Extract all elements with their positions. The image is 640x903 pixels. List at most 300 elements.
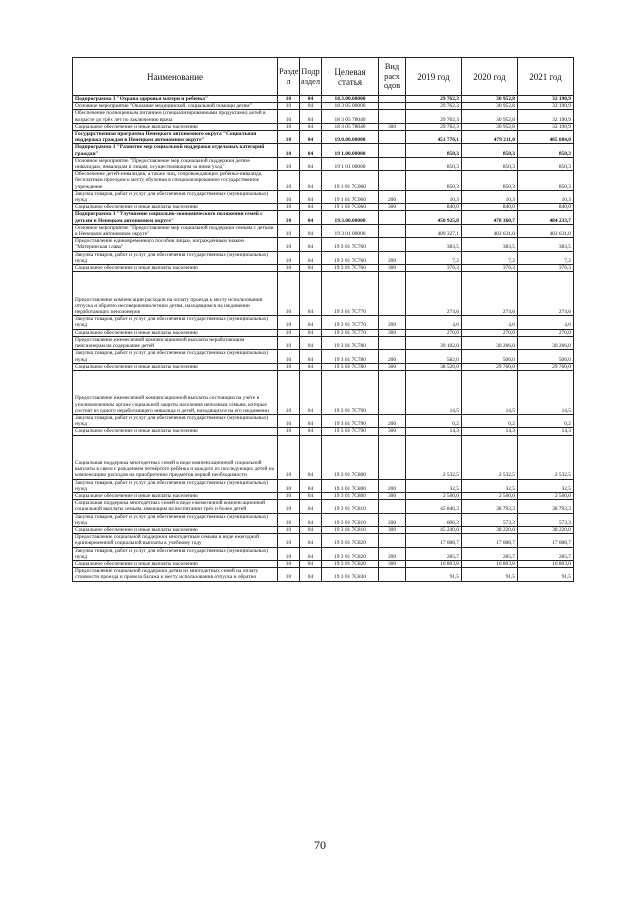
row-target-article: 19 3 01 7С810: [322, 500, 379, 513]
row-value-2021: 91,5: [518, 568, 574, 581]
row-value-2020: 32,5: [462, 479, 518, 492]
row-name: Предоставление ежемесячной компенсационной выплаты неработающим пенсионерам на содержание детей: [73, 336, 278, 349]
row-podrazdel: 04: [300, 171, 322, 191]
row-value-2021: 0,2: [518, 414, 574, 427]
row-value-2019: 29 762,3: [406, 96, 462, 103]
row-razdel: 10: [278, 350, 300, 363]
row-razdel: 10: [278, 251, 300, 264]
row-target-article: 19 3 01 7С780: [322, 336, 379, 349]
row-razdel: 10: [278, 414, 300, 427]
row-value-2021: 4,6: [518, 316, 574, 329]
row-name: Обеспечение полноценным питанием (специализированными продуктами) детей в возрасте до трёх лет по заключению врача: [73, 110, 278, 123]
row-target-article: 19 3 01 7С760: [322, 265, 379, 272]
row-expense-type: [379, 534, 406, 547]
table-row: [73, 251, 574, 264]
row-value-2019: 14,5: [406, 370, 462, 414]
table-row: [73, 272, 574, 316]
table-row: [73, 428, 574, 435]
row-name: Закупка товаров, работ и услуг для обеспечения государственных (муниципальных) нужд: [73, 251, 278, 264]
row-name: Социальная поддержка многодетных семей в виде ежемесячной компенсационной социальной выплаты семьям, имеющим на воспитании трёх и более детей: [73, 500, 278, 513]
row-value-2021: 32 190,9: [518, 103, 574, 110]
table-row: [73, 144, 574, 157]
row-expense-type: 200: [379, 350, 406, 363]
row-value-2021: 383,5: [518, 238, 574, 251]
row-name: Социальное обеспечение и иные выплаты населению: [73, 526, 278, 533]
row-razdel: 10: [278, 568, 300, 581]
row-value-2019: 29 762,3: [406, 110, 462, 123]
row-expense-type: 200: [379, 316, 406, 329]
row-value-2021: 484 233,7: [518, 211, 574, 224]
table-row: [73, 329, 574, 336]
row-value-2019: 274,6: [406, 272, 462, 316]
row-target-article: 19 3 01 7С770: [322, 329, 379, 336]
table-row: [73, 265, 574, 272]
table-row: [73, 224, 574, 237]
row-expense-type: 300: [379, 123, 406, 130]
row-value-2021: 29 760,0: [518, 363, 574, 370]
row-value-2021: 850,3: [518, 171, 574, 191]
table-row: [73, 534, 574, 547]
row-value-2021: 32,5: [518, 479, 574, 492]
row-target-article: 19 3 01 7С830: [322, 568, 379, 581]
row-name: Социальное обеспечение и иные выплаты населению: [73, 492, 278, 499]
row-value-2019: 7,2: [406, 251, 462, 264]
row-target-article: 18 3 05 78040: [322, 123, 379, 130]
row-podrazdel: 04: [300, 526, 322, 533]
row-value-2021: 850,3: [518, 144, 574, 157]
table-row: [73, 316, 574, 329]
row-name: Подпрограмма 3 "Охрана здоровья матери и ребенка": [73, 96, 278, 103]
row-razdel: 10: [278, 123, 300, 130]
row-podrazdel: 04: [300, 534, 322, 547]
row-target-article: 19 3 01 7С820: [322, 560, 379, 567]
row-razdel: 10: [278, 492, 300, 499]
row-name: Основное мероприятие "Оказание медицинской, социальной помощи детям": [73, 103, 278, 110]
row-razdel: 10: [278, 547, 300, 560]
row-expense-type: [379, 157, 406, 170]
header-podrazdel: Подр аздел: [300, 58, 322, 96]
row-target-article: 19 3 01 7С800: [322, 435, 379, 479]
row-razdel: 10: [278, 157, 300, 170]
row-expense-type: [379, 144, 406, 157]
row-value-2020: 573,3: [462, 513, 518, 526]
row-value-2020: 17 088,7: [462, 534, 518, 547]
row-value-2021: 2 532,5: [518, 435, 574, 479]
row-expense-type: [379, 238, 406, 251]
row-value-2021: 32 190,9: [518, 110, 574, 123]
row-value-2019: 450 925,8: [406, 211, 462, 224]
row-podrazdel: 04: [300, 110, 322, 123]
row-value-2020: 0,2: [462, 414, 518, 427]
row-name: Государственная программа Ненецкого автономного округа "Социальная поддержка граждан в Ненецком автономном округе": [73, 131, 278, 144]
row-target-article: 19 3 01 7С820: [322, 547, 379, 560]
row-value-2020: 16 803,0: [462, 560, 518, 567]
row-target-article: 19 3 01 7С780: [322, 350, 379, 363]
row-value-2020: 285,7: [462, 547, 518, 560]
row-value-2021: 2 500,0: [518, 492, 574, 499]
row-value-2021: 32 190,9: [518, 96, 574, 103]
table-row: [73, 414, 574, 427]
row-podrazdel: 04: [300, 144, 322, 157]
row-value-2020: 30 952,8: [462, 103, 518, 110]
row-podrazdel: 04: [300, 435, 322, 479]
table-row: [73, 547, 574, 560]
row-value-2020: 38 793,3: [462, 500, 518, 513]
row-value-2021: 573,3: [518, 513, 574, 526]
row-target-article: 19 3 01 7С770: [322, 272, 379, 316]
row-expense-type: 300: [379, 560, 406, 567]
row-podrazdel: 04: [300, 428, 322, 435]
row-target-article: 19 3 01 7С780: [322, 363, 379, 370]
row-value-2019: 16 803,0: [406, 560, 462, 567]
row-name: Подпрограмма 3 "Улучшение социально-экономического положения семей с детьми в Ненецком автономном округе": [73, 211, 278, 224]
row-target-article: 19 3 01 7С790: [322, 414, 379, 427]
row-value-2021: 38 220,0: [518, 526, 574, 533]
row-value-2019: 285,7: [406, 547, 462, 560]
row-podrazdel: 04: [300, 265, 322, 272]
row-podrazdel: 04: [300, 363, 322, 370]
row-expense-type: 300: [379, 363, 406, 370]
row-podrazdel: 04: [300, 157, 322, 170]
row-expense-type: [379, 435, 406, 479]
row-value-2020: 30 952,8: [462, 110, 518, 123]
table-row: [73, 110, 574, 123]
row-target-article: 19 3 01 00000: [322, 224, 379, 237]
table-row: [73, 560, 574, 567]
table-row: [73, 190, 574, 203]
row-podrazdel: 04: [300, 350, 322, 363]
row-podrazdel: 04: [300, 513, 322, 526]
row-value-2021: 485 084,0: [518, 131, 574, 144]
row-podrazdel: 04: [300, 96, 322, 103]
row-name: Предоставление единовременного пособия лицам, награждённым знаком "Материнская слава": [73, 238, 278, 251]
row-value-2021: 506,0: [518, 350, 574, 363]
row-expense-type: 200: [379, 547, 406, 560]
row-podrazdel: 04: [300, 224, 322, 237]
row-name: Закупка товаров, работ и услуг для обеспечения государственных (муниципальных) нужд: [73, 547, 278, 560]
table-row: [73, 131, 574, 144]
row-expense-type: [379, 96, 406, 103]
row-podrazdel: 04: [300, 272, 322, 316]
row-podrazdel: 04: [300, 492, 322, 499]
header-expense-type: Вид расх одов: [379, 58, 406, 96]
row-razdel: 10: [278, 110, 300, 123]
row-razdel: 10: [278, 171, 300, 191]
row-value-2021: 14,3: [518, 428, 574, 435]
row-value-2021: 38 793,3: [518, 500, 574, 513]
row-value-2020: 850,3: [462, 171, 518, 191]
row-target-article: 19 3 01 7С770: [322, 316, 379, 329]
row-value-2019: 32,5: [406, 479, 462, 492]
row-value-2019: 17 088,7: [406, 534, 462, 547]
row-name: Социальная поддержка многодетных семей в виде компенсационной социальной выплаты в связи с рождением четвёртого ребёнка и каждого из последующих детей на компенсацию расходов на приобретение предметов первой необходимости: [73, 435, 278, 479]
row-podrazdel: 04: [300, 251, 322, 264]
row-target-article: 18.3.00.00000: [322, 96, 379, 103]
row-podrazdel: 04: [300, 560, 322, 567]
row-podrazdel: 04: [300, 568, 322, 581]
row-value-2019: 10,3: [406, 190, 462, 203]
row-target-article: 19 3 01 7С800: [322, 492, 379, 499]
row-value-2021: 285,7: [518, 547, 574, 560]
row-expense-type: 200: [379, 513, 406, 526]
row-value-2020: 30 952,8: [462, 123, 518, 130]
row-razdel: 10: [278, 534, 300, 547]
row-value-2019: 376,3: [406, 265, 462, 272]
row-expense-type: [379, 110, 406, 123]
row-value-2021: 270,0: [518, 329, 574, 336]
row-expense-type: [379, 272, 406, 316]
row-value-2021: 850,3: [518, 157, 574, 170]
row-name: Социальное обеспечение и иные выплаты населению: [73, 329, 278, 336]
row-value-2020: 274,6: [462, 272, 518, 316]
row-razdel: 10: [278, 144, 300, 157]
table-row: [73, 435, 574, 479]
row-value-2021: 14,5: [518, 370, 574, 414]
row-name: Социальное обеспечение и иные выплаты населению: [73, 363, 278, 370]
row-razdel: 10: [278, 103, 300, 110]
row-target-article: 19 3 01 7С760: [322, 251, 379, 264]
row-expense-type: [379, 336, 406, 349]
row-razdel: 10: [278, 272, 300, 316]
row-name: Подпрограмма 1 "Развитие мер социальной поддержки отдельных категорий граждан": [73, 144, 278, 157]
row-target-article: 18 3 05 78040: [322, 110, 379, 123]
row-expense-type: [379, 370, 406, 414]
header-year-2019: 2019 год: [406, 58, 462, 96]
row-podrazdel: 04: [300, 123, 322, 130]
row-expense-type: 300: [379, 204, 406, 211]
table-row: [73, 238, 574, 251]
row-razdel: 10: [278, 190, 300, 203]
row-value-2021: 30 266,0: [518, 336, 574, 349]
row-razdel: 10: [278, 204, 300, 211]
budget-table: [72, 57, 574, 582]
row-name: Социальное обеспечение и иные выплаты населению: [73, 123, 278, 130]
header-target-article: Целевая статья: [322, 58, 379, 96]
row-value-2020: 478 360,7: [462, 211, 518, 224]
row-expense-type: 300: [379, 492, 406, 499]
row-target-article: 19 3 01 7С760: [322, 238, 379, 251]
row-podrazdel: 04: [300, 238, 322, 251]
row-value-2020: 7,2: [462, 251, 518, 264]
row-razdel: 10: [278, 96, 300, 103]
row-name: Обеспечение детей-инвалидов, а также лиц, сопровождающих ребёнка-инвалида, бесплатным проездом к месту обучения в специализированное государственное учреждение: [73, 171, 278, 191]
row-value-2020: 30 952,8: [462, 96, 518, 103]
row-value-2019: 2 532,5: [406, 435, 462, 479]
row-value-2019: 45 846,3: [406, 500, 462, 513]
row-podrazdel: 04: [300, 211, 322, 224]
row-target-article: 19 3 01 7С790: [322, 428, 379, 435]
table-header-row: [73, 58, 574, 96]
row-name: Основное мероприятие "Предоставление мер социальной поддержки детям-инвалидам, инвалидам и лицам, осуществляющим за ними уход": [73, 157, 278, 170]
row-value-2019: 0,2: [406, 414, 462, 427]
row-value-2020: 850,3: [462, 144, 518, 157]
header-razdel: Разде л: [278, 58, 300, 96]
row-target-article: 19 3 01 7С820: [322, 534, 379, 547]
table-row: [73, 500, 574, 513]
row-podrazdel: 04: [300, 500, 322, 513]
row-expense-type: 200: [379, 479, 406, 492]
row-target-article: 19 3 01 7С810: [322, 513, 379, 526]
row-expense-type: [379, 568, 406, 581]
table-row: [73, 526, 574, 533]
row-target-article: 19 3 01 7С810: [322, 526, 379, 533]
row-value-2021: 840,0: [518, 204, 574, 211]
row-value-2019: 4,6: [406, 316, 462, 329]
row-podrazdel: 04: [300, 204, 322, 211]
row-value-2019: 383,5: [406, 238, 462, 251]
row-name: Закупка товаров, работ и услуг для обеспечения государственных (муниципальных) нужд: [73, 414, 278, 427]
row-expense-type: 200: [379, 414, 406, 427]
table-row: [73, 370, 574, 414]
row-expense-type: [379, 171, 406, 191]
row-value-2019: 2 500,0: [406, 492, 462, 499]
row-value-2019: 840,0: [406, 204, 462, 211]
row-razdel: 10: [278, 329, 300, 336]
row-target-article: 19.3.00.00000: [322, 211, 379, 224]
header-name: Наименование: [73, 58, 278, 96]
table-row: [73, 204, 574, 211]
row-value-2020: 4,6: [462, 316, 518, 329]
row-name: Социальное обеспечение и иные выплаты населению: [73, 265, 278, 272]
row-value-2021: 274,6: [518, 272, 574, 316]
table-row: [73, 513, 574, 526]
row-value-2020: 38 220,0: [462, 526, 518, 533]
row-target-article: 19 1 01 7С060: [322, 171, 379, 191]
row-razdel: 10: [278, 370, 300, 414]
row-value-2020: 402 631,0: [462, 224, 518, 237]
row-razdel: 10: [278, 131, 300, 144]
row-value-2020: 840,0: [462, 204, 518, 211]
table-row: [73, 336, 574, 349]
row-value-2021: 7,2: [518, 251, 574, 264]
row-value-2019: 91,5: [406, 568, 462, 581]
table-row: [73, 363, 574, 370]
row-value-2021: 402 631,0: [518, 224, 574, 237]
row-name: Социальное обеспечение и иные выплаты населению: [73, 428, 278, 435]
row-podrazdel: 04: [300, 316, 322, 329]
row-expense-type: 300: [379, 329, 406, 336]
table-row: [73, 211, 574, 224]
row-target-article: 18 3 05 00000: [322, 103, 379, 110]
row-value-2019: 850,3: [406, 144, 462, 157]
row-value-2019: 451 776,1: [406, 131, 462, 144]
row-podrazdel: 04: [300, 547, 322, 560]
table-row: [73, 103, 574, 110]
row-expense-type: 300: [379, 265, 406, 272]
table-row: [73, 350, 574, 363]
row-razdel: 10: [278, 224, 300, 237]
row-razdel: 10: [278, 316, 300, 329]
budget-table-sheet: [72, 57, 573, 582]
row-value-2020: 383,5: [462, 238, 518, 251]
row-expense-type: 300: [379, 428, 406, 435]
row-razdel: 10: [278, 238, 300, 251]
row-podrazdel: 04: [300, 103, 322, 110]
row-name: Предоставление социальной поддержки многодетным семьям в виде ежегодной единовременной социальной выплаты к учебному году: [73, 534, 278, 547]
table-row: [73, 171, 574, 191]
row-razdel: 10: [278, 526, 300, 533]
row-name: Закупка товаров, работ и услуг для обеспечения государственных (муниципальных) нужд: [73, 316, 278, 329]
row-name: Закупка товаров, работ и услуг для обеспечения государственных (муниципальных) нужд: [73, 350, 278, 363]
row-value-2019: 582,0: [406, 350, 462, 363]
row-expense-type: 200: [379, 190, 406, 203]
row-razdel: 10: [278, 513, 300, 526]
row-target-article: 19.0.00.00000: [322, 131, 379, 144]
table-row: [73, 123, 574, 130]
row-value-2020: 850,3: [462, 157, 518, 170]
row-name: Основное мероприятие "Предоставление мер социальной поддержки семьям с детьми в Ненецком автономном округе": [73, 224, 278, 237]
row-razdel: 10: [278, 428, 300, 435]
table-row: [73, 492, 574, 499]
row-target-article: 19 1 01 00000: [322, 157, 379, 170]
page-number: 70: [314, 838, 326, 852]
row-name: Социальное обеспечение и иные выплаты населению: [73, 560, 278, 567]
row-value-2020: 376,3: [462, 265, 518, 272]
row-razdel: 10: [278, 211, 300, 224]
header-year-2021: 2021 год: [518, 58, 574, 96]
row-podrazdel: 04: [300, 414, 322, 427]
row-expense-type: 200: [379, 251, 406, 264]
row-expense-type: [379, 211, 406, 224]
row-target-article: 19 1 01 7С060: [322, 190, 379, 203]
header-year-2020: 2020 год: [462, 58, 518, 96]
row-value-2019: 14,3: [406, 428, 462, 435]
row-value-2021: 17 088,7: [518, 534, 574, 547]
row-value-2020: 29 760,0: [462, 363, 518, 370]
row-target-article: 19 3 01 7С790: [322, 370, 379, 414]
row-expense-type: [379, 131, 406, 144]
row-expense-type: 300: [379, 526, 406, 533]
row-value-2020: 30 266,0: [462, 336, 518, 349]
table-row: [73, 479, 574, 492]
row-value-2019: 270,0: [406, 329, 462, 336]
row-value-2019: 850,3: [406, 171, 462, 191]
row-value-2020: 14,3: [462, 428, 518, 435]
row-value-2020: 14,5: [462, 370, 518, 414]
table-body: [73, 96, 574, 582]
row-podrazdel: 04: [300, 479, 322, 492]
row-razdel: 10: [278, 560, 300, 567]
row-podrazdel: 04: [300, 329, 322, 336]
row-value-2019: 45 240,0: [406, 526, 462, 533]
row-name: Предоставление компенсации расходов на оплату проезда к месту использования отпуска и обратно несовершеннолетним детям, находящимся на иждивении неработающих пенсионеров: [73, 272, 278, 316]
row-podrazdel: 04: [300, 190, 322, 203]
row-expense-type: [379, 103, 406, 110]
row-value-2021: 10,3: [518, 190, 574, 203]
row-razdel: 10: [278, 336, 300, 349]
row-expense-type: [379, 500, 406, 513]
row-value-2020: 10,3: [462, 190, 518, 203]
table-row: [73, 568, 574, 581]
row-value-2020: 2 532,5: [462, 435, 518, 479]
row-name: Социальное обеспечение и иные выплаты населению: [73, 204, 278, 211]
row-razdel: 10: [278, 500, 300, 513]
row-value-2019: 39 102,0: [406, 336, 462, 349]
table-row: [73, 157, 574, 170]
row-value-2021: 376,3: [518, 265, 574, 272]
row-value-2021: 32 190,9: [518, 123, 574, 130]
row-value-2019: 29 762,3: [406, 103, 462, 110]
row-value-2020: 2 500,0: [462, 492, 518, 499]
row-value-2019: 606,3: [406, 513, 462, 526]
row-value-2020: 479 211,0: [462, 131, 518, 144]
row-value-2021: 16 803,0: [518, 560, 574, 567]
row-name: Предоставление ежемесячной компенсационной выплаты состоящим на учёте в уполномоченном органе социальной защиты населения неполным семьям, которые состоят из одного неработающего инвалида и детей, находящихся на его иждивении: [73, 370, 278, 414]
row-podrazdel: 04: [300, 336, 322, 349]
row-name: Предоставление социальной поддержки детям из многодетных семей на оплату стоимости проезда и провоза багажа к месту использования отпуска и обратно: [73, 568, 278, 581]
row-value-2019: 38 520,0: [406, 363, 462, 370]
row-razdel: 10: [278, 265, 300, 272]
